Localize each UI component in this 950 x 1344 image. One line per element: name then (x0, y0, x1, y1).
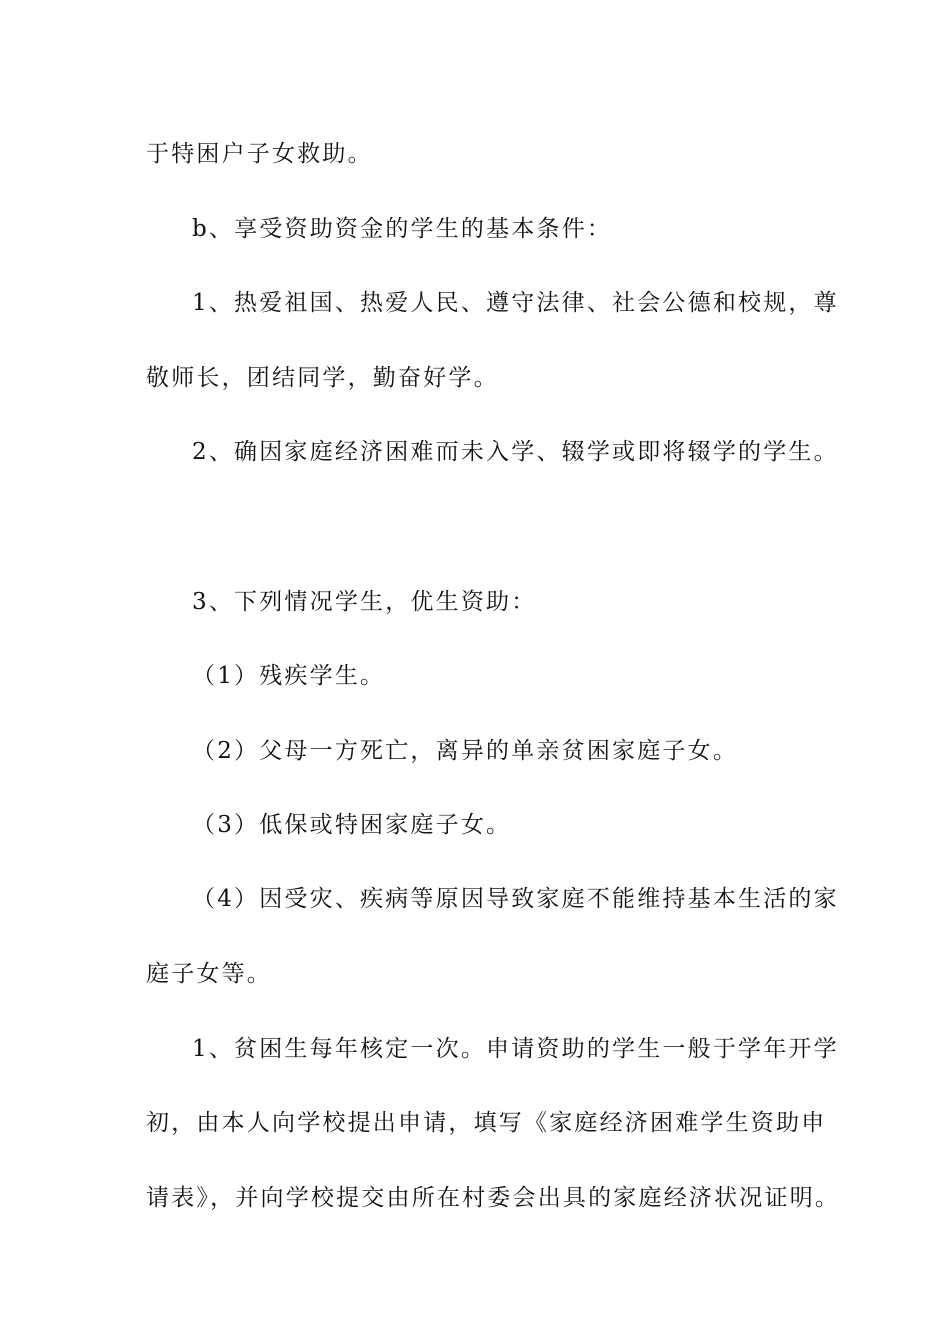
text-line: 敬师长，团结同学，勤奋好学。 (146, 365, 499, 391)
text-line: 1、热爱祖国、热爱人民、遵守法律、社会公德和校规，尊 (192, 290, 839, 316)
text-line: 1、贫困生每年核定一次。申请资助的学生一般于学年开学 (192, 1036, 839, 1062)
text-line: 庭子女等。 (146, 961, 272, 987)
text-line: 3、下列情况学生，优生资助： (192, 589, 537, 615)
text-line: 请表》，并向学校提交由所在村委会出具的家庭经济状况证明。 (146, 1185, 841, 1211)
text-line: b、享受资助资金的学生的基本条件： (192, 216, 613, 242)
text-line: （2）父母一方死亡，离异的单亲贫困家庭子女。 (192, 738, 739, 764)
text-line: 2、确因家庭经济困难而未入学、辍学或即将辍学的学生。 (192, 439, 839, 465)
text-line: 于特困户子女救助。 (146, 141, 373, 167)
text-line: （3）低保或特困家庭子女。 (192, 812, 512, 838)
text-line: （1）残疾学生。 (192, 663, 386, 689)
text-line: （4）因受灾、疾病等原因导致家庭不能维持基本生活的家 (192, 886, 839, 912)
text-line: 初，由本人向学校提出申请，填写《家庭经济困难学生资助申 (146, 1110, 827, 1136)
